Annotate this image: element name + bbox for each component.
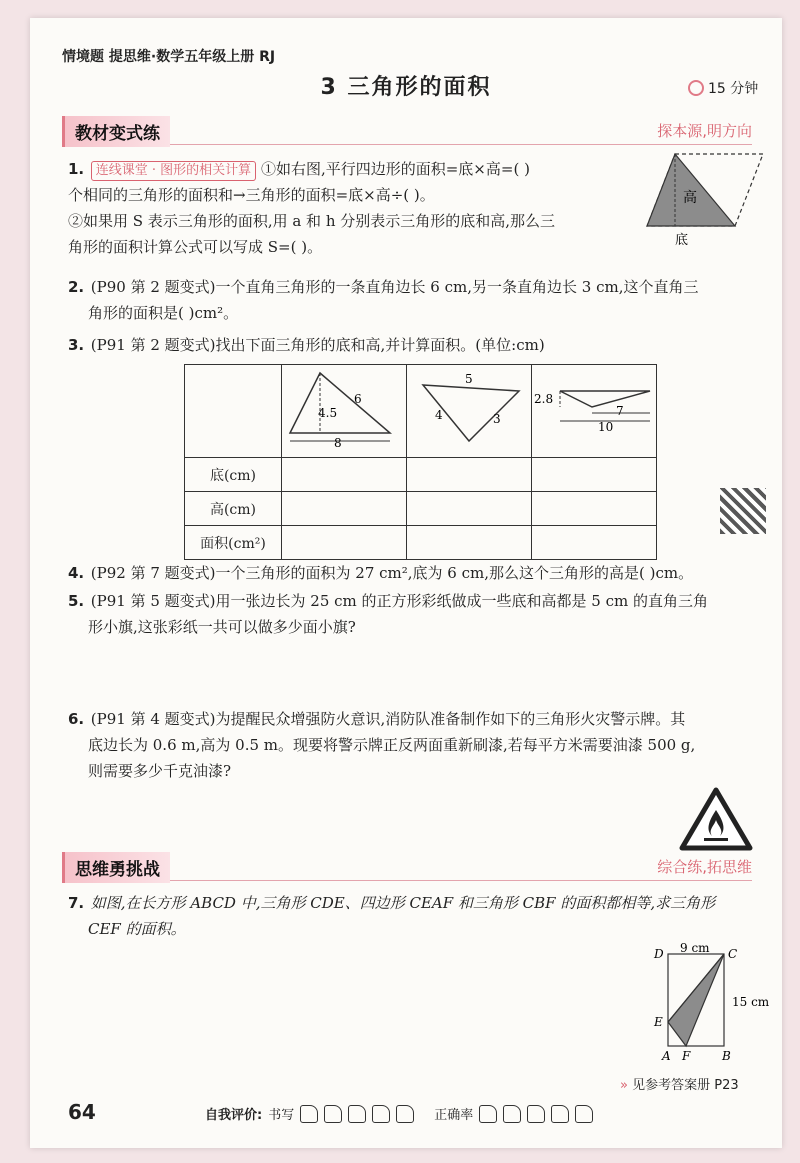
svg-text:6: 6 [354, 392, 362, 406]
svg-text:E: E [654, 1015, 663, 1029]
svg-text:F: F [682, 1049, 691, 1062]
triangle-3 [532, 365, 656, 453]
section-banner-1 [62, 116, 752, 145]
thumb-icon[interactable] [479, 1105, 497, 1123]
page-number: 64 [68, 1100, 96, 1124]
question-number: 7. [68, 894, 85, 912]
question-3 [68, 332, 758, 358]
fig-height-label: 高 [683, 190, 697, 206]
q5-line2: 形小旗,这张彩纸一共可以做多少面小旗? [88, 618, 356, 636]
section-tagline: 综合练,拓思维 [657, 858, 752, 876]
thumb-icon[interactable] [575, 1105, 593, 1123]
question-1 [68, 156, 628, 260]
thumb-icon[interactable] [324, 1105, 342, 1123]
question-number: 4. [68, 564, 85, 582]
question-6 [68, 706, 758, 784]
svg-text:4.5: 4.5 [318, 406, 338, 420]
self-evaluation: 自我评价: 书写 正确率 [205, 1104, 593, 1123]
svg-text:A: A [662, 1049, 671, 1062]
section-banner-2 [62, 852, 752, 881]
book-series: 情境题 提思维·数学五年级上册 RJ [62, 49, 276, 65]
parallelogram-figure [645, 148, 765, 248]
svg-text:9 cm: 9 cm [680, 942, 710, 955]
triangle-2 [407, 365, 531, 453]
fire-warning-icon [678, 786, 754, 852]
svg-text:B: B [722, 1049, 731, 1062]
svg-text:3: 3 [493, 412, 501, 426]
question-number: 6. [68, 710, 85, 728]
answer-reference: » 见参考答案册 P23 [620, 1078, 739, 1093]
svg-text:D: D [654, 947, 664, 961]
q1-line2: 个相同的三角形的面积和→三角形的面积=底×高÷( )。 [68, 186, 435, 204]
q2-line1: (P90 第 2 题变式)一个直角三角形的一条直角边长 6 cm,另一条直角边长 3 cm,这个直角三 [90, 278, 699, 296]
q7-line1: 如图,在长方形 ABCD 中,三角形 CDE、四边形 CEAF 和三角形 CBF 的面积都相等,求三角形 [90, 894, 716, 912]
svg-text:15 cm: 15 cm [732, 995, 770, 1009]
question-2 [68, 274, 758, 326]
svg-text:8: 8 [334, 436, 342, 450]
q5-line1: (P91 第 5 题变式)用一张边长为 25 cm 的正方形彩纸做成一些底和高都是 5 cm 的直角三角 [90, 592, 709, 610]
clock-icon [688, 80, 704, 96]
thumb-icon[interactable] [372, 1105, 390, 1123]
question-5 [68, 588, 758, 640]
q2-line2: 角形的面积是( )cm²。 [88, 304, 239, 322]
page [30, 18, 782, 1148]
triangle-table [184, 364, 657, 560]
question-7 [68, 890, 758, 942]
question-number: 3. [68, 336, 85, 354]
timer-text: 15 分钟 [708, 81, 759, 97]
q7-line2: CEF 的面积。 [88, 920, 186, 938]
svg-text:C: C [728, 947, 738, 961]
section-tagline: 探本源,明方向 [657, 122, 752, 140]
qr-stamp [720, 488, 766, 534]
q6-line3: 则需要多少千克油漆? [88, 762, 232, 780]
thumb-icon[interactable] [503, 1105, 521, 1123]
rectangle-abcd-figure [640, 942, 780, 1062]
thumb-icon[interactable] [527, 1105, 545, 1123]
section-label: 思维勇挑战 [62, 852, 170, 883]
q1-line4: 角形的面积计算公式可以写成 S=( )。 [68, 238, 323, 256]
svg-text:10: 10 [598, 420, 614, 434]
thumb-icon[interactable] [300, 1105, 318, 1123]
svg-text:4: 4 [435, 408, 443, 422]
question-number: 1. [68, 160, 85, 178]
svg-text:7: 7 [616, 404, 624, 418]
section-label: 教材变式练 [62, 116, 170, 147]
question-4 [68, 560, 758, 586]
timer [688, 78, 758, 98]
fig-base-label: 底 [675, 233, 689, 248]
thumb-icon[interactable] [348, 1105, 366, 1123]
thumb-icon[interactable] [396, 1105, 414, 1123]
question-number: 2. [68, 278, 85, 296]
row-header-base: 底(cm) [185, 458, 282, 492]
thumb-icon[interactable] [551, 1105, 569, 1123]
q6-line1: (P91 第 4 题变式)为提醒民众增强防火意识,消防队准备制作如下的三角形火灾警示牌。其 [90, 710, 686, 728]
topic-tag: 连线课堂 · 图形的相关计算 [91, 161, 256, 181]
svg-text:5: 5 [465, 372, 473, 386]
row-header-height: 高(cm) [185, 492, 282, 526]
q4-line1: (P92 第 7 题变式)一个三角形的面积为 27 cm²,底为 6 cm,那么这个三角形的高是( )cm。 [90, 564, 694, 582]
q6-line2: 底边长为 0.6 m,高为 0.5 m。现要将警示牌正反两面重新刷漆,若每平方米需要油漆 500 g, [88, 736, 696, 754]
triangle-1 [282, 365, 406, 453]
q1-line3: ②如果用 S 表示三角形的面积,用 a 和 h 分别表示三角形的底和高,那么三 [68, 212, 556, 230]
question-number: 5. [68, 592, 85, 610]
page-title: 3 三角形的面积 [320, 75, 492, 100]
q3-line1: (P91 第 2 题变式)找出下面三角形的底和高,并计算面积。(单位:cm) [90, 336, 545, 354]
svg-text:2.8: 2.8 [534, 392, 554, 406]
row-header-area: 面积(cm²) [185, 526, 282, 560]
q1-line1: ①如右图,平行四边形的面积=底×高=( ) [260, 160, 530, 178]
